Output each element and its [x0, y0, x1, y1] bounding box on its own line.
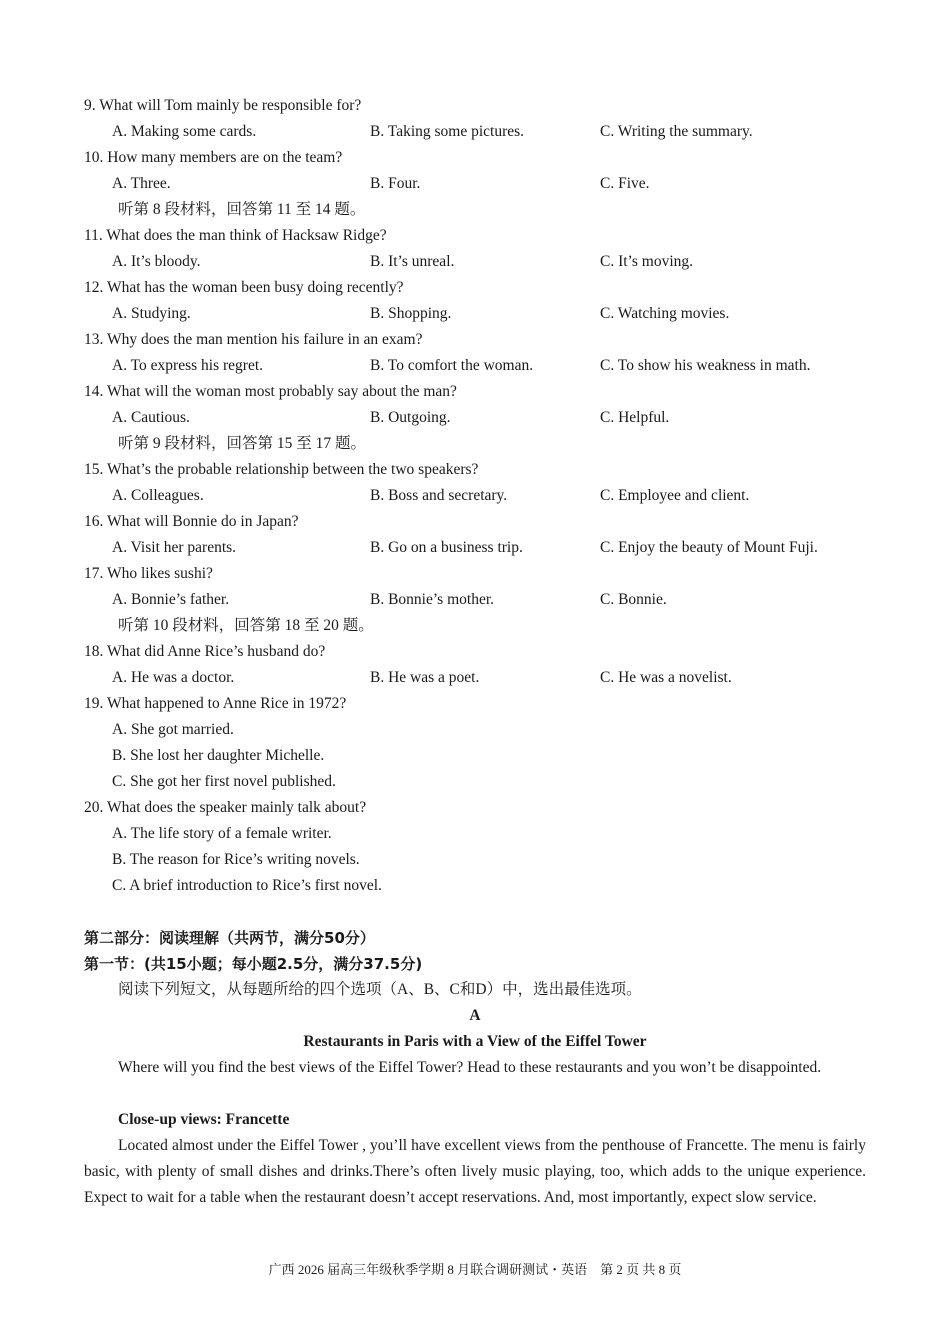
- option-b: B. Shopping.: [370, 305, 452, 322]
- option-a: A. Colleagues.: [112, 487, 204, 504]
- listening-instruction-9: 听第 9 段材料，回答第 15 至 17 题。: [118, 435, 367, 452]
- option-c: C. Writing the summary.: [600, 123, 753, 140]
- option-c: C. Five.: [600, 175, 650, 192]
- question-13-stem: 13. Why does the man mention his failure in an exam?: [84, 331, 423, 348]
- question-16-options: [112, 535, 872, 561]
- question-15-stem: 15. What’s the probable relationship between the two speakers?: [84, 461, 479, 478]
- question-20-option-c: C. A brief introduction to Rice’s first novel.: [112, 877, 382, 894]
- option-b: B. Go on a business trip.: [370, 539, 523, 556]
- option-c: C. To show his weakness in math.: [600, 357, 811, 374]
- option-a: A. Cautious.: [112, 409, 190, 426]
- option-b: B. It’s unreal.: [370, 253, 455, 270]
- question-10-options: [112, 171, 872, 197]
- option-b: B. Outgoing.: [370, 409, 451, 426]
- option-b: B. Boss and secretary.: [370, 487, 508, 504]
- section1-heading: 第一节：(共15小题；每小题2.5分，满分37.5分): [84, 955, 423, 973]
- question-9-options: [112, 119, 872, 145]
- page-footer: 广西 2026 届高三年级秋季学期 8 月联合调研测试・英语 第 2 页 共 8 页: [268, 1262, 682, 1277]
- option-a: A. To express his regret.: [112, 357, 264, 374]
- question-17-options: [112, 587, 872, 613]
- option-b: B. Taking some pictures.: [370, 123, 525, 140]
- option-a: A. Bonnie’s father.: [112, 591, 230, 608]
- question-20-option-a: A. The life story of a female writer.: [112, 825, 332, 842]
- option-b: B. Bonnie’s mother.: [370, 591, 494, 608]
- listening-instruction-8: 听第 8 段材料，回答第 11 至 14 题。: [118, 201, 366, 218]
- reading-instruction: 阅读下列短文，从每题所给的四个选项（A、B、C和D）中，选出最佳选项。: [118, 981, 642, 998]
- question-19-option-a: A. She got married.: [112, 721, 234, 738]
- question-13-options: [112, 353, 872, 379]
- option-c: C. Enjoy the beauty of Mount Fuji.: [600, 539, 818, 556]
- question-17-stem: 17. Who likes sushi?: [84, 565, 213, 582]
- option-a: A. Making some cards.: [112, 123, 257, 140]
- passage-letter: A: [469, 1007, 481, 1024]
- question-9-stem: 9. What will Tom mainly be responsible for?: [84, 97, 362, 114]
- option-a: A. He was a doctor.: [112, 669, 235, 686]
- question-18-options: [112, 665, 872, 691]
- question-19-stem: 19. What happened to Anne Rice in 1972?: [84, 695, 347, 712]
- question-19-option-c: C. She got her first novel published.: [112, 773, 336, 790]
- question-20-option-b: B. The reason for Rice’s writing novels.: [112, 851, 360, 868]
- listening-instruction-10: 听第 10 段材料，回答第 18 至 20 题。: [118, 617, 374, 634]
- option-b: B. Four.: [370, 175, 421, 192]
- passage-intro: Where will you find the best views of the Eiffel Tower? Head to these restaurants and you won’t be disappointed.: [118, 1059, 822, 1076]
- question-18-stem: 18. What did Anne Rice’s husband do?: [84, 643, 326, 660]
- part2-heading: 第二部分：阅读理解（共两节，满分50分）: [84, 929, 375, 947]
- question-20-stem: 20. What does the speaker mainly talk about?: [84, 799, 367, 816]
- option-c: C. Helpful.: [600, 409, 670, 426]
- paragraph-francette: Located almost under the Eiffel Tower , you’ll have excellent views from the penthouse of Francette. The menu is fairly basic, with plenty of small dishes and drinks.There’s often lively music playing, too, which adds to the unique experience. Expect to wait for a table when the restaurant doesn’t accept reservations. And, most importantly, expect slow service.: [84, 1137, 866, 1206]
- option-b: B. He was a poet.: [370, 669, 480, 686]
- question-15-options: [112, 483, 872, 509]
- option-a: A. Three.: [112, 175, 171, 192]
- question-11-stem: 11. What does the man think of Hacksaw Ridge?: [84, 227, 387, 244]
- question-12-stem: 12. What has the woman been busy doing recently?: [84, 279, 404, 296]
- question-10-stem: 10. How many members are on the team?: [84, 149, 343, 166]
- question-11-options: [112, 249, 872, 275]
- subheading-francette: Close-up views: Francette: [118, 1111, 290, 1128]
- question-19-option-b: B. She lost her daughter Michelle.: [112, 747, 325, 764]
- option-c: C. It’s moving.: [600, 253, 694, 270]
- question-14-stem: 14. What will the woman most probably say about the man?: [84, 383, 457, 400]
- option-b: B. To comfort the woman.: [370, 357, 534, 374]
- option-a: A. Studying.: [112, 305, 191, 322]
- option-a: A. Visit her parents.: [112, 539, 237, 556]
- option-c: C. He was a novelist.: [600, 669, 732, 686]
- question-14-options: [112, 405, 872, 431]
- question-12-options: [112, 301, 872, 327]
- option-c: C. Employee and client.: [600, 487, 750, 504]
- passage-title: Restaurants in Paris with a View of the Eiffel Tower: [303, 1033, 647, 1050]
- option-c: C. Watching movies.: [600, 305, 730, 322]
- option-a: A. It’s bloody.: [112, 253, 201, 270]
- option-c: C. Bonnie.: [600, 591, 667, 608]
- question-16-stem: 16. What will Bonnie do in Japan?: [84, 513, 299, 530]
